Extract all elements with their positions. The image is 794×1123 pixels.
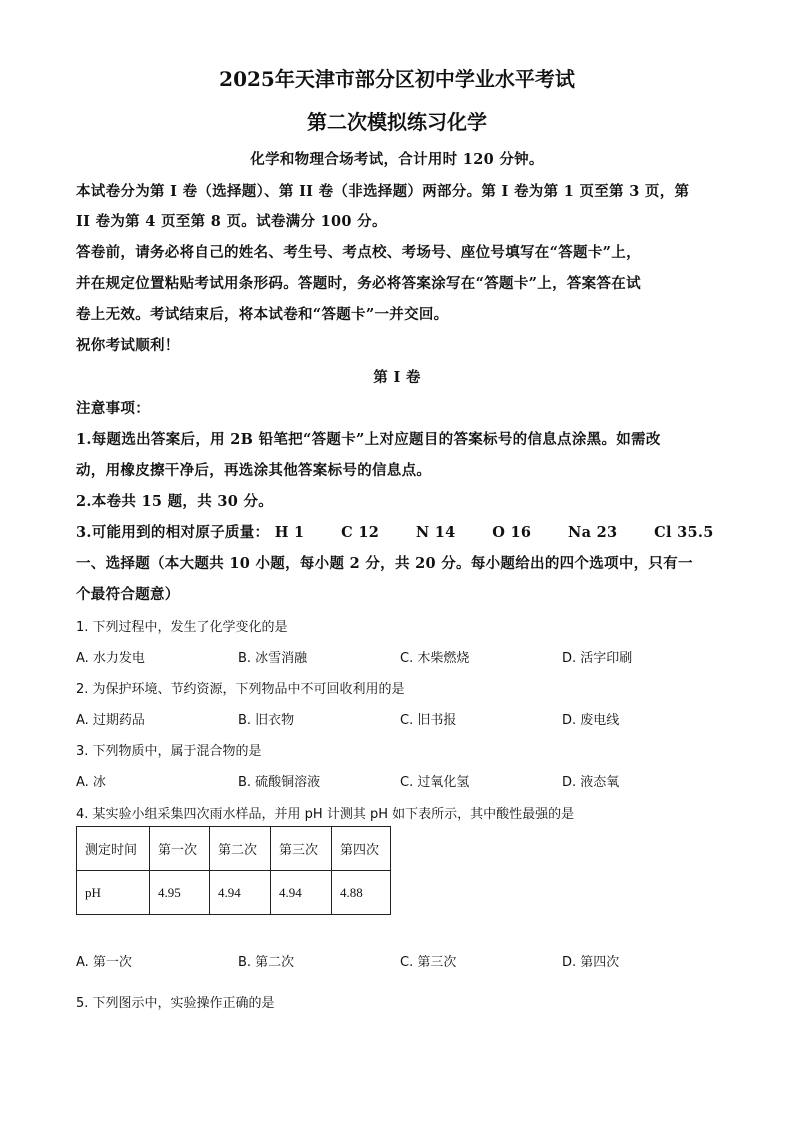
question-3-stem: 3. 下列物质中，属于混合物的是	[76, 744, 262, 759]
question-1-option-b: B. 冰雪消融	[238, 651, 308, 666]
question-4-option-d: D. 第四次	[562, 955, 620, 970]
notice-title: 注意事项：	[76, 400, 150, 417]
question-3-option-a: A. 冰	[76, 775, 106, 790]
question-4-option-b: B. 第二次	[238, 955, 295, 970]
exam-title: 2025年天津市部分区初中学业水平考试	[219, 67, 575, 91]
volume-title: 第 I 卷	[373, 369, 421, 386]
question-2-option-a: A. 过期药品	[76, 713, 145, 728]
exam-duration-note: 化学和物理合场考试，合计用时 120 分钟。	[250, 151, 544, 168]
question-3-option-b: B. 硫酸铜溶液	[238, 775, 321, 790]
intro-line-6: 祝你考试顺利！	[76, 337, 180, 354]
ph-table-header-row	[77, 827, 391, 871]
intro-line-1: 本试卷分为第 I 卷（选择题）、第 II 卷（非选择题）两部分。第 I 卷为第 1 页至第 3 页，第	[76, 183, 690, 200]
ph-table-header-cell: 第三次	[271, 827, 332, 871]
ph-table-cell: pH	[77, 871, 150, 915]
ph-table-header-cell: 测定时间	[77, 827, 150, 871]
part-1-heading-line-1: 一、选择题（本大题共 10 小题，每小题 2 分，共 20 分。每小题给出的四个选项中，只有一	[76, 555, 693, 572]
atomic-mass-cl: Cl 35.5	[654, 524, 714, 541]
ph-table-cell: 4.88	[332, 871, 391, 915]
atomic-mass-h: H 1	[274, 524, 305, 541]
question-4-option-c: C. 第三次	[400, 955, 457, 970]
ph-table-cell: 4.94	[210, 871, 271, 915]
question-2-option-c: C. 旧书报	[400, 713, 457, 728]
atomic-mass-c: C 12	[341, 524, 380, 541]
ph-table-header-cell: 第一次	[150, 827, 210, 871]
intro-line-3: 答卷前，请务必将自己的姓名、考生号、考点校、考场号、座位号填写在“答题卡”上，	[76, 244, 641, 261]
ph-table-cell: 4.94	[271, 871, 332, 915]
question-1-option-d: D. 活字印刷	[562, 651, 633, 666]
question-4-stem: 4. 某实验小组采集四次雨水样品，并用 pH 计测其 pH 如下表所示，其中酸性最强的是	[76, 807, 575, 822]
question-5-stem: 5. 下列图示中，实验操作正确的是	[76, 996, 275, 1011]
question-3-option-c: C. 过氧化氢	[400, 775, 470, 790]
ph-table-cell: 4.95	[150, 871, 210, 915]
notice-2: 2.本卷共 15 题，共 30 分。	[76, 493, 274, 510]
question-1-stem: 1. 下列过程中，发生了化学变化的是	[76, 620, 288, 635]
intro-line-2: II 卷为第 4 页至第 8 页。试卷满分 100 分。	[76, 213, 387, 230]
question-3-option-d: D. 液态氧	[562, 775, 620, 790]
question-2-option-b: B. 旧衣物	[238, 713, 295, 728]
intro-line-5: 卷上无效。考试结束后，将本试卷和“答题卡”一并交回。	[76, 306, 449, 323]
question-4-option-a: A. 第一次	[76, 955, 132, 970]
intro-line-4: 并在规定位置粘贴考试用条形码。答题时，务必将答案涂写在“答题卡”上，答案答在试	[76, 275, 641, 292]
exam-subject-title: 第二次模拟练习化学	[307, 110, 487, 134]
notice-3-prefix: 3.可能用到的相对原子质量：	[76, 524, 270, 541]
question-2-option-d: D. 废电线	[562, 713, 620, 728]
atomic-mass-n: N 14	[415, 524, 456, 541]
notice-3	[76, 521, 714, 542]
ph-table-data-row	[77, 871, 391, 915]
ph-table-header-cell: 第四次	[332, 827, 391, 871]
notice-1-line-1: 1.每题选出答案后，用 2B 铅笔把“答题卡”上对应题目的答案标号的信息点涂黑。如需改	[76, 431, 661, 448]
question-2-stem: 2. 为保护环境、节约资源，下列物品中不可回收利用的是	[76, 682, 405, 697]
question-1-option-a: A. 水力发电	[76, 651, 145, 666]
atomic-mass-o: O 16	[492, 524, 532, 541]
part-1-heading-line-2: 个最符合题意）	[76, 586, 180, 603]
notice-1-line-2: 动，用橡皮擦干净后，再选涂其他答案标号的信息点。	[76, 462, 432, 479]
question-1-option-c: C. 木柴燃烧	[400, 651, 470, 666]
atomic-mass-na: Na 23	[568, 524, 618, 541]
ph-table-header-cell: 第二次	[210, 827, 271, 871]
ph-table	[76, 826, 391, 915]
